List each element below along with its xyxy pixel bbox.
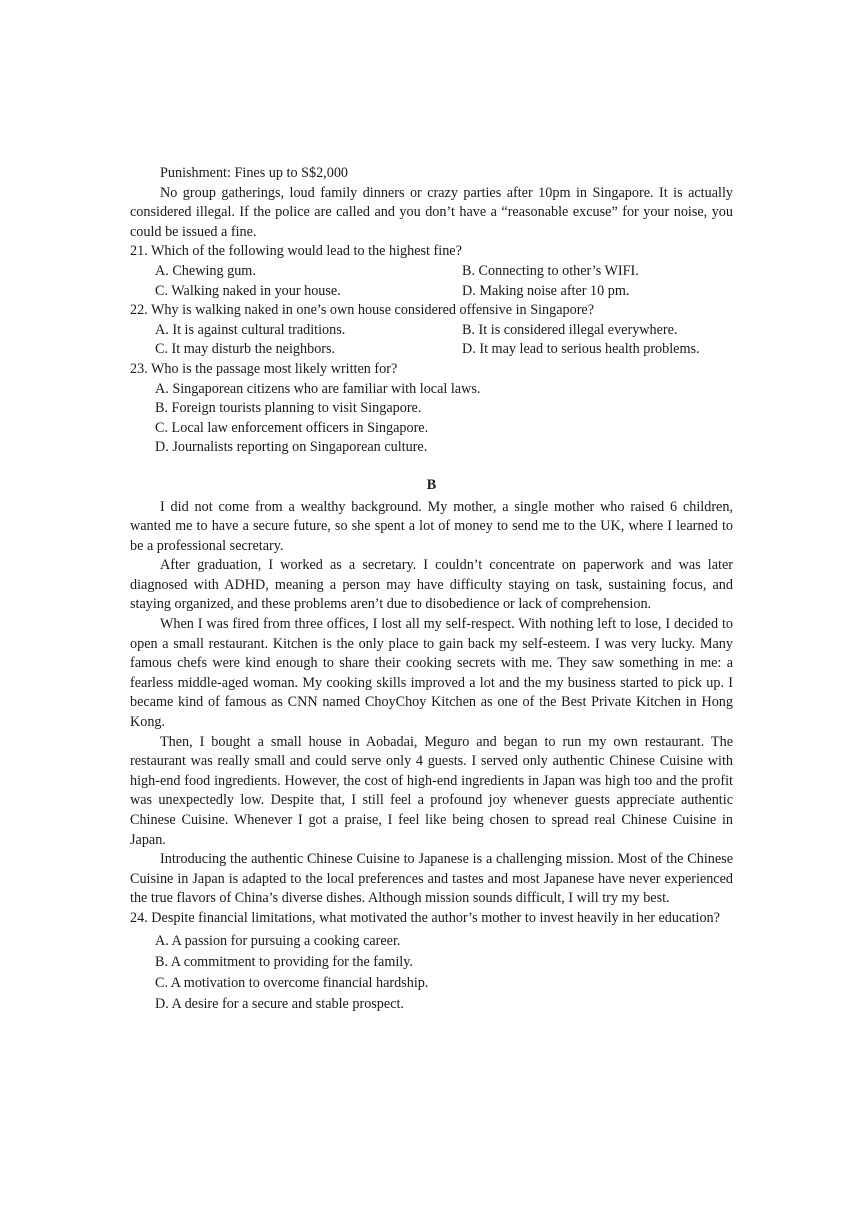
question-21: [130, 242, 733, 301]
option-b: B. Connecting to other’s WIFI.: [462, 262, 639, 279]
option-c: C. Walking naked in your house.: [155, 282, 341, 299]
option-b: B. It is considered illegal everywhere.: [462, 321, 678, 338]
option-a: A. Singaporean citizens who are familiar with local laws.: [155, 380, 481, 397]
option-c: C. Local law enforcement officers in Singapore.: [155, 419, 429, 436]
option-row: [130, 262, 733, 282]
option-d: D. It may lead to serious health problems.: [462, 341, 700, 358]
question-stem: 21. Which of the following would lead to the highest fine?: [130, 243, 462, 260]
option-row: [130, 340, 733, 360]
option-b: B. Foreign tourists planning to visit Singapore.: [155, 400, 422, 417]
section-title: B: [426, 476, 437, 493]
question-22: [130, 301, 733, 360]
passage-a-paragraph: No group gatherings, loud family dinners or crazy parties after 10pm in Singapore. It is actually considered illegal. If the police are called and you don’t have a “reasonable excuse” for your noise, you could be issued a fine.: [130, 184, 733, 240]
option-c: C. It may disturb the neighbors.: [155, 341, 336, 358]
option-d: D. A desire for a secure and stable prospect.: [155, 995, 404, 1012]
question-23: [130, 360, 733, 458]
options-list: [130, 931, 733, 1015]
punishment-line: Punishment: Fines up to S$2,000: [160, 165, 349, 181]
option-a: A. A passion for pursuing a cooking career.: [155, 932, 401, 949]
option-row: [130, 321, 733, 341]
passage-b-paragraph-3: When I was fired from three offices, I lost all my self-respect. With nothing left to lose, I decided to open a small restaurant. Kitchen is the only place to gain back my self-esteem. I was very lucky. Many famous chefs were kind enough to share their cooking secrets with me. They saw something in me: a fearless middle-aged woman. My cooking skills improved a lot and the my business started to pick up. I became kind of famous as CNN named ChoyChoy Kitchen as one of the Best Private Kitchen in Hong Kong.: [130, 616, 733, 731]
question-24: [130, 909, 733, 1015]
option-b: B. A commitment to providing for the family.: [155, 953, 413, 970]
option-a: A. Chewing gum.: [155, 262, 256, 279]
passage-b-paragraph-5: Introducing the authentic Chinese Cuisine to Japanese is a challenging mission. Most of the Chinese Cuisine in Japan is adapted to the local preferences and tastes and most Japanese have never experienced the true flavors of China’s diverse dishes. Although mission sounds difficult, I will try my best.: [130, 851, 733, 907]
option-d: D. Making noise after 10 pm.: [462, 282, 630, 299]
question-stem: 22. Why is walking naked in one’s own house considered offensive in Singapore?: [130, 302, 595, 319]
passage-b-paragraph-1: I did not come from a wealthy background. My mother, a single mother who raised 6 children, wanted me to have a secure future, so she spent a lot of money to send me to the UK, where I learned to be a professional secretary.: [130, 498, 733, 554]
question-stem: 24. Despite financial limitations, what motivated the author’s mother to invest heavily in her education?: [130, 909, 720, 926]
question-stem: 23. Who is the passage most likely written for?: [130, 360, 398, 377]
passage-b-paragraph-2: After graduation, I worked as a secretary. I couldn’t concentrate on paperwork and was later diagnosed with ADHD, meaning a person may have difficulty staying on task, sustaining focus, and staying organized, and these problems aren’t due to disobedience or lack of comprehension.: [130, 557, 733, 613]
option-d: D. Journalists reporting on Singaporean culture.: [155, 439, 428, 456]
option-a: A. It is against cultural traditions.: [155, 321, 346, 338]
option-row: [130, 282, 733, 302]
passage-b-paragraph-4: Then, I bought a small house in Aobadai, Meguro and began to run my own restaurant. The restaurant was really small and could serve only 4 guests. I served only authentic Chinese Cuisine with high-end food ingredients. However, the cost of high-end ingredients in Japan was high too and the profit was unexpectedly low. Despite that, I still feel a profound joy whenever guests appreciate authentic Chinese Cuisine. Whenever I got a praise, I feel like being chosen to spread real Chinese Cuisine in Japan.: [130, 733, 733, 848]
option-c: C. A motivation to overcome financial hardship.: [155, 974, 429, 991]
exam-page: [130, 164, 733, 1015]
